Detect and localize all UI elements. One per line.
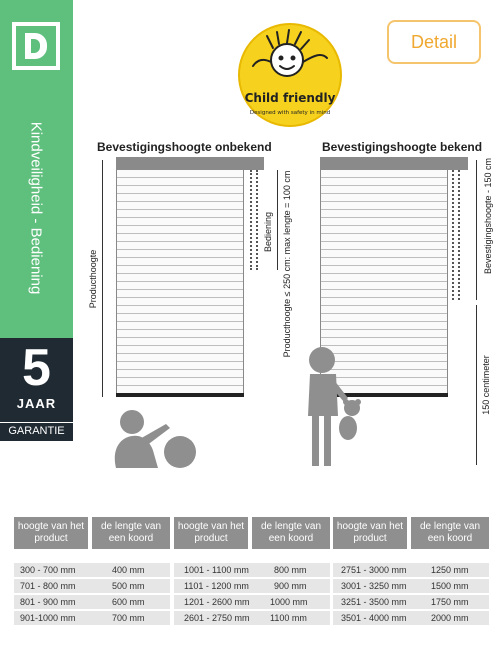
cell-cord: 2000 mm xyxy=(431,613,469,623)
table-row xyxy=(174,579,330,593)
right-mount-line xyxy=(476,160,477,300)
cell-cord: 800 mm xyxy=(274,565,307,575)
table-row xyxy=(174,595,330,609)
table-row xyxy=(174,611,330,625)
guarantee-badge xyxy=(0,338,73,441)
cell-height: 2601 - 2750 mm xyxy=(184,613,250,623)
left-max-label: Producthoogte ≤ 250 cm: max lengte = 100 cm xyxy=(282,170,292,358)
right-mount-label: Bevestigingshoogte - 150 cm xyxy=(483,157,493,275)
cell-cord: 1250 mm xyxy=(431,565,469,575)
girl-silhouette-icon xyxy=(302,344,368,470)
left-cord-1 xyxy=(250,170,252,270)
left-cord-label: Bediening xyxy=(263,211,273,253)
table-row xyxy=(14,579,170,593)
cell-height: 1001 - 1100 mm xyxy=(184,565,249,575)
cell-height: 1101 - 1200 mm xyxy=(184,581,249,591)
table-header-cord: de lengte van een koord xyxy=(252,517,330,549)
cell-height: 701 - 800 mm xyxy=(20,581,76,591)
cell-height: 3001 - 3250 mm xyxy=(341,581,407,591)
right-diagram-title: Bevestigingshoogte bekend xyxy=(322,140,483,154)
left-height-label: Producthoogte xyxy=(88,249,98,309)
table-header-cord: de lengte van een koord xyxy=(92,517,170,549)
cell-height: 1201 - 2600 mm xyxy=(184,597,250,607)
left-cord-2 xyxy=(256,170,258,270)
right-cord-1 xyxy=(452,170,454,300)
detail-button[interactable]: Detail xyxy=(387,20,481,64)
cell-cord: 1000 mm xyxy=(270,597,308,607)
left-height-line xyxy=(102,160,103,397)
right-cord-2 xyxy=(458,170,460,300)
cell-cord: 500 mm xyxy=(112,581,145,591)
cell-height: 3251 - 3500 mm xyxy=(341,597,407,607)
child-friendly-logo-icon xyxy=(237,22,343,128)
brand-logo-icon xyxy=(12,22,60,70)
cell-height: 901-1000 mm xyxy=(20,613,76,623)
badge-subtitle: Designed with safety in mind xyxy=(249,110,331,116)
table-row xyxy=(333,579,489,593)
table-header-cord: de lengte van een koord xyxy=(411,517,489,549)
cell-height: 801 - 900 mm xyxy=(20,597,76,607)
cell-cord: 700 mm xyxy=(112,613,145,623)
sidebar xyxy=(0,0,73,441)
table-row xyxy=(14,611,170,625)
baby-silhouette-icon xyxy=(108,404,200,470)
table-row xyxy=(14,595,170,609)
cell-cord: 1100 mm xyxy=(270,613,307,623)
cell-height: 300 - 700 mm xyxy=(20,565,76,575)
table-row xyxy=(174,563,330,577)
sidebar-title: Kindveiligheid - Bediening xyxy=(27,121,45,295)
sidebar-green-panel xyxy=(0,0,73,338)
table-header-height: hoogte van het product xyxy=(174,517,248,549)
table-row xyxy=(333,563,489,577)
right-floor-line xyxy=(476,305,477,465)
left-bottom-bar xyxy=(116,393,244,397)
table-header-height: hoogte van het product xyxy=(333,517,407,549)
guarantee-unit: JAAR xyxy=(16,396,57,411)
right-floor-label: 150 centimeter xyxy=(481,355,491,415)
left-blind xyxy=(116,170,244,394)
left-cord-line xyxy=(277,170,278,270)
cell-cord: 600 mm xyxy=(112,597,145,607)
left-diagram-title: Bevestigingshoogte onbekend xyxy=(97,140,272,154)
cell-cord: 1750 mm xyxy=(431,597,469,607)
left-cassette xyxy=(116,157,264,170)
cell-height: 2751 - 3000 mm xyxy=(341,565,407,575)
table-row xyxy=(333,611,489,625)
cell-cord: 900 mm xyxy=(274,581,307,591)
cell-height: 3501 - 4000 mm xyxy=(341,613,407,623)
table-row xyxy=(14,563,170,577)
right-cassette xyxy=(320,157,468,170)
guarantee-number: 5 xyxy=(22,339,51,397)
guarantee-label: GARANTIE xyxy=(0,422,73,437)
table-header-height: hoogte van het product xyxy=(14,517,88,549)
cell-cord: 1500 mm xyxy=(431,581,469,591)
cell-cord: 400 mm xyxy=(112,565,145,575)
badge-title: Child friendly xyxy=(244,91,336,105)
table-row xyxy=(333,595,489,609)
